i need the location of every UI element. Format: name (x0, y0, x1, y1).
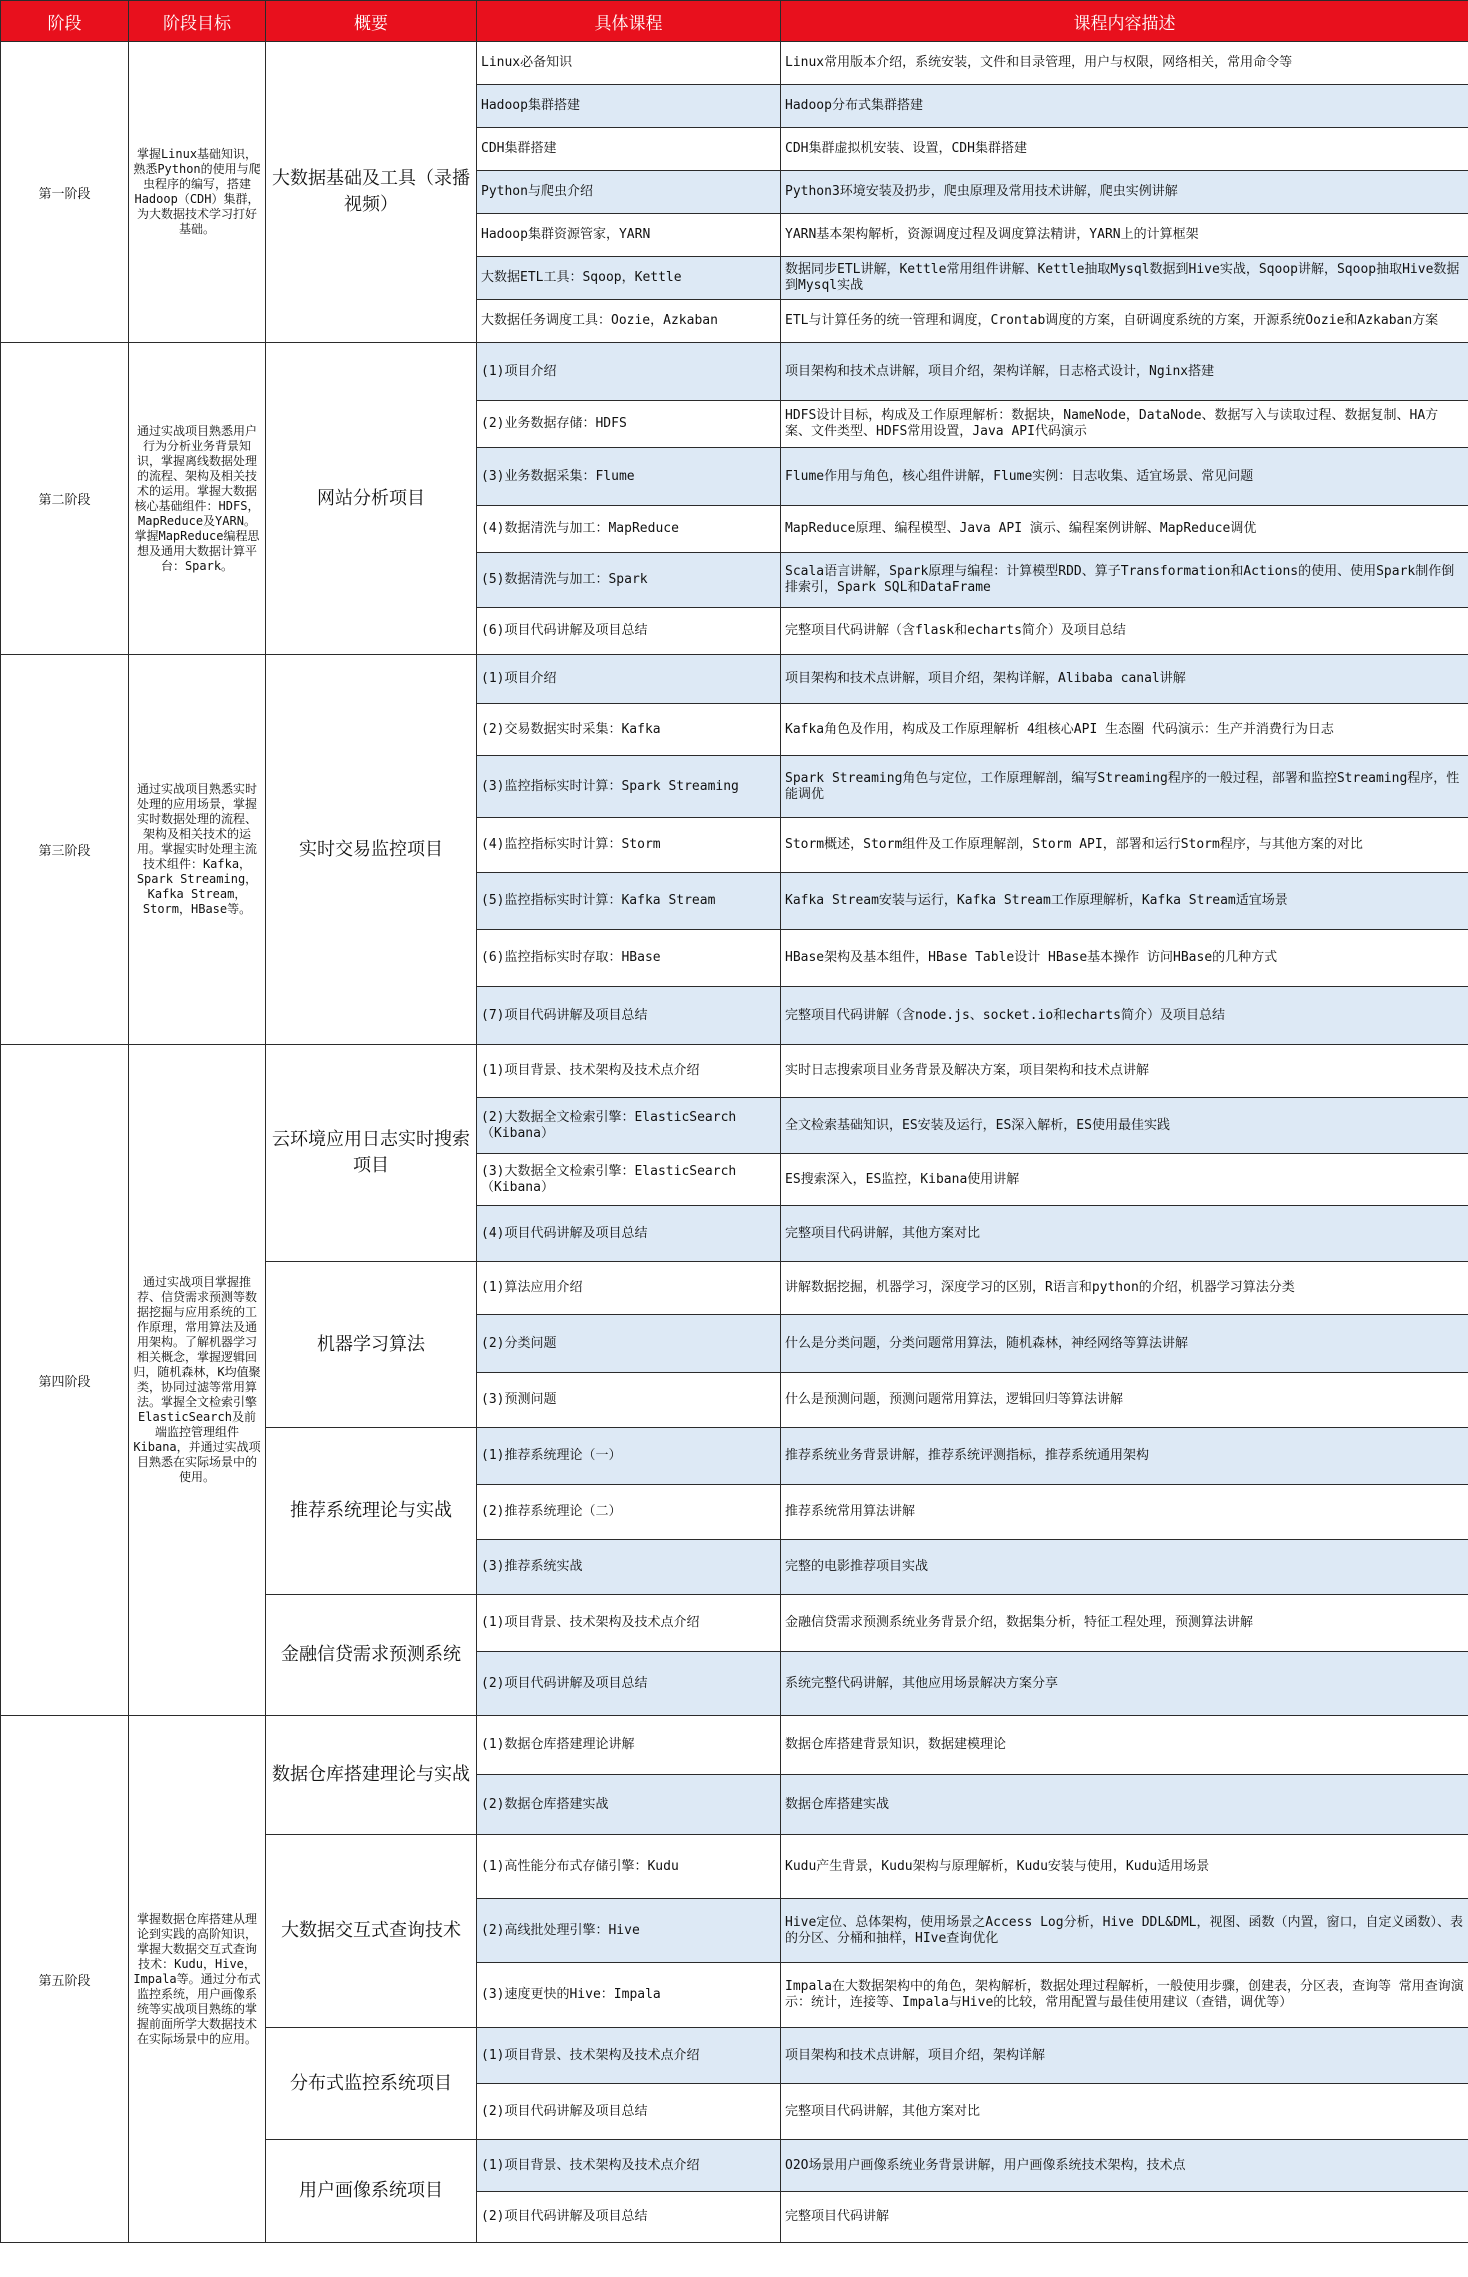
header-goal: 阶段目标 (129, 1, 266, 42)
stage-cell: 第二阶段 (1, 343, 129, 655)
course-cell: (2)项目代码讲解及项目总结 (477, 2192, 781, 2243)
course-cell: 大数据ETL工具：Sqoop，Kettle (477, 257, 781, 300)
course-desc-cell: CDH集群虚拟机安装、设置，CDH集群搭建 (781, 128, 1468, 171)
course-cell: 大数据任务调度工具：Oozie，Azkaban (477, 300, 781, 343)
summary-cell: 推荐系统理论与实战 (266, 1428, 477, 1595)
course-desc-cell: 完整项目代码讲解（含flask和echarts简介）及项目总结 (781, 608, 1468, 655)
course-cell: CDH集群搭建 (477, 128, 781, 171)
course-desc-cell: 数据同步ETL讲解，Kettle常用组件讲解、Kettle抽取Mysql数据到Hive实战，Sqoop讲解，Sqoop抽取Hive数据到Mysql实战 (781, 257, 1468, 300)
course-desc-cell: 完整项目代码讲解，其他方案对比 (781, 1206, 1468, 1262)
stage-cell: 第四阶段 (1, 1045, 129, 1716)
course-desc-cell: 全文检索基础知识，ES安装及运行，ES深入解析，ES使用最佳实践 (781, 1098, 1468, 1154)
table-row (1, 343, 1468, 401)
course-cell: Hadoop集群搭建 (477, 85, 781, 128)
course-cell: (6)项目代码讲解及项目总结 (477, 608, 781, 655)
course-desc-cell: 项目架构和技术点讲解，项目介绍，架构详解，日志格式设计，Nginx搭建 (781, 343, 1468, 401)
summary-cell: 分布式监控系统项目 (266, 2028, 477, 2140)
course-desc-cell: 推荐系统常用算法讲解 (781, 1485, 1468, 1540)
course-cell: (2)分类问题 (477, 1315, 781, 1373)
stage-cell: 第一阶段 (1, 42, 129, 343)
course-desc-cell: 完整项目代码讲解 (781, 2192, 1468, 2243)
course-cell: (2)大数据全文检索引擎：ElasticSearch（Kibana） (477, 1098, 781, 1154)
header-stage: 阶段 (1, 1, 129, 42)
table-row (1, 655, 1468, 704)
course-desc-cell: Python3环境安装及扔步，爬虫原理及常用技术讲解，爬虫实例讲解 (781, 171, 1468, 214)
course-desc-cell: Kafka Stream安装与运行，Kafka Stream工作原理解析，Kafka Stream适宜场景 (781, 873, 1468, 930)
course-cell: (4)数据清洗与加工：MapReduce (477, 506, 781, 553)
course-desc-cell: HBase架构及基本组件，HBase Table设计 HBase基本操作 访问HBase的几种方式 (781, 930, 1468, 987)
course-desc-cell: O2O场景用户画像系统业务背景讲解，用户画像系统技术架构，技术点 (781, 2140, 1468, 2192)
course-cell: (1)数据仓库搭建理论讲解 (477, 1716, 781, 1775)
course-desc-cell: Storm概述，Storm组件及工作原理解剖，Storm API，部署和运行Storm程序，与其他方案的对比 (781, 818, 1468, 873)
course-cell: Linux必备知识 (477, 42, 781, 85)
course-cell: (1)项目介绍 (477, 655, 781, 704)
stage-goal-cell: 通过实战项目熟悉用户行为分析业务背景知识，掌握离线数据处理的流程、架构及相关技术的运用。掌握大数据核心基础组件：HDFS，MapReduce及YARN。掌握MapReduce编程思想及通用大数据计算平台：Spark。 (129, 343, 266, 655)
course-desc-cell: Linux常用版本介绍，系统安装，文件和目录管理，用户与权限，网络相关，常用命令等 (781, 42, 1468, 85)
course-desc-cell: 实时日志搜索项目业务背景及解决方案，项目架构和技术点讲解 (781, 1045, 1468, 1098)
course-desc-cell: 数据仓库搭建实战 (781, 1775, 1468, 1835)
course-desc-cell: Flume作用与角色，核心组件讲解，Flume实例：日志收集、适宜场景、常见问题 (781, 448, 1468, 506)
course-cell: (3)速度更快的Hive：Impala (477, 1963, 781, 2028)
course-cell: (1)推荐系统理论（一） (477, 1428, 781, 1485)
course-desc-cell: 项目架构和技术点讲解，项目介绍，架构详解，Alibaba canal讲解 (781, 655, 1468, 704)
course-desc-cell: 完整项目代码讲解（含node.js、socket.io和echarts简介）及项目总结 (781, 987, 1468, 1045)
course-cell: (5)数据清洗与加工：Spark (477, 553, 781, 608)
course-desc-cell: 什么是预测问题，预测问题常用算法，逻辑回归等算法讲解 (781, 1373, 1468, 1428)
course-cell: (3)推荐系统实战 (477, 1540, 781, 1595)
course-desc-cell: 完整的电影推荐项目实战 (781, 1540, 1468, 1595)
summary-cell: 云环境应用日志实时搜索项目 (266, 1045, 477, 1262)
header-course: 具体课程 (477, 1, 781, 42)
header-desc: 课程内容描述 (781, 1, 1468, 42)
course-cell: (2)项目代码讲解及项目总结 (477, 2084, 781, 2140)
course-desc-cell: 完整项目代码讲解，其他方案对比 (781, 2084, 1468, 2140)
course-desc-cell: HDFS设计目标，构成及工作原理解析：数据块，NameNode，DataNode、数据写入与读取过程、数据复制、HA方案、文件类型、HDFS常用设置，Java API代码演示 (781, 401, 1468, 448)
summary-cell: 网站分析项目 (266, 343, 477, 655)
course-cell: (2)业务数据存储：HDFS (477, 401, 781, 448)
course-cell: (3)预测问题 (477, 1373, 781, 1428)
course-desc-cell: Scala语言讲解，Spark原理与编程：计算模型RDD、算子Transformation和Actions的使用、使用Spark制作倒排索引，Spark SQL和DataFrame (781, 553, 1468, 608)
course-desc-cell: YARN基本架构解析，资源调度过程及调度算法精讲，YARN上的计算框架 (781, 214, 1468, 257)
course-cell: (1)高性能分布式存储引擎：Kudu (477, 1835, 781, 1899)
course-desc-cell: ETL与计算任务的统一管理和调度，Crontab调度的方案，自研调度系统的方案，开源系统Oozie和Azkaban方案 (781, 300, 1468, 343)
course-cell: (1)项目背景、技术架构及技术点介绍 (477, 1045, 781, 1098)
course-desc-cell: Impala在大数据架构中的角色，架构解析，数据处理过程解析，一般使用步骤，创建表，分区表，查询等 常用查询演示：统计，连接等、Impala与Hive的比较，常用配置与最佳使用建议（查错，调优等） (781, 1963, 1468, 2028)
course-cell: Python与爬虫介绍 (477, 171, 781, 214)
course-cell: Hadoop集群资源管家，YARN (477, 214, 781, 257)
course-desc-cell: Kafka角色及作用，构成及工作原理解析 4组核心API 生态圈 代码演示：生产并消费行为日志 (781, 704, 1468, 756)
course-desc-cell: 项目架构和技术点讲解，项目介绍，架构详解 (781, 2028, 1468, 2084)
course-cell: (3)监控指标实时计算：Spark Streaming (477, 756, 781, 818)
course-cell: (1)项目背景、技术架构及技术点介绍 (477, 2140, 781, 2192)
course-cell: (2)高线批处理引擎：Hive (477, 1899, 781, 1963)
course-cell: (6)监控指标实时存取：HBase (477, 930, 781, 987)
stage-cell: 第五阶段 (1, 1716, 129, 2243)
stage-goal-cell: 掌握Linux基础知识，熟悉Python的使用与爬虫程序的编写，搭建Hadoop（CDH）集群，为大数据技术学习打好基础。 (129, 42, 266, 343)
course-cell: (3)大数据全文检索引擎：ElasticSearch（Kibana） (477, 1154, 781, 1206)
stage-goal-cell: 掌握数据仓库搭建从理论到实践的高阶知识，掌握大数据交互式查询技术：Kudu，Hive，Impala等。通过分布式监控系统，用户画像系统等实战项目熟练的掌握前面所学大数据技术在实际场景中的应用。 (129, 1716, 266, 2243)
course-desc-cell: Hadoop分布式集群搭建 (781, 85, 1468, 128)
summary-cell: 用户画像系统项目 (266, 2140, 477, 2243)
course-cell: (3)业务数据采集：Flume (477, 448, 781, 506)
course-cell: (2)项目代码讲解及项目总结 (477, 1652, 781, 1716)
course-desc-cell: ES搜索深入，ES监控，Kibana使用讲解 (781, 1154, 1468, 1206)
stage-goal-cell: 通过实战项目熟悉实时处理的应用场景，掌握实时数据处理的流程、架构及相关技术的运用。掌握实时处理主流技术组件：Kafka，Spark Streaming，Kafka Stream，Storm，HBase等。 (129, 655, 266, 1045)
course-desc-cell: Hive定位、总体架构，使用场景之Access Log分析，Hive DDL&DML，视图、函数（内置，窗口，自定义函数）、表的分区、分桶和抽样，HIve查询优化 (781, 1899, 1468, 1963)
course-cell: (1)算法应用介绍 (477, 1262, 781, 1315)
summary-cell: 金融信贷需求预测系统 (266, 1595, 477, 1716)
course-desc-cell: Spark Streaming角色与定位，工作原理解剖，编写Streaming程序的一般过程，部署和监控Streaming程序，性能调优 (781, 756, 1468, 818)
course-cell: (2)数据仓库搭建实战 (477, 1775, 781, 1835)
course-cell: (2)推荐系统理论（二） (477, 1485, 781, 1540)
course-cell: (7)项目代码讲解及项目总结 (477, 987, 781, 1045)
course-cell: (2)交易数据实时采集：Kafka (477, 704, 781, 756)
table-row (1, 1045, 1468, 1098)
course-cell: (4)监控指标实时计算：Storm (477, 818, 781, 873)
course-desc-cell: MapReduce原理、编程模型、Java API 演示、编程案例讲解、MapReduce调优 (781, 506, 1468, 553)
stage-cell: 第三阶段 (1, 655, 129, 1045)
summary-cell: 大数据基础及工具（录播视频） (266, 42, 477, 343)
course-desc-cell: 金融信贷需求预测系统业务背景介绍，数据集分析，特征工程处理，预测算法讲解 (781, 1595, 1468, 1652)
course-desc-cell: 什么是分类问题，分类问题常用算法，随机森林，神经网络等算法讲解 (781, 1315, 1468, 1373)
course-cell: (5)监控指标实时计算：Kafka Stream (477, 873, 781, 930)
course-cell: (1)项目背景、技术架构及技术点介绍 (477, 1595, 781, 1652)
course-desc-cell: 讲解数据挖掘，机器学习，深度学习的区别，R语言和python的介绍，机器学习算法分类 (781, 1262, 1468, 1315)
course-cell: (1)项目介绍 (477, 343, 781, 401)
summary-cell: 大数据交互式查询技术 (266, 1835, 477, 2028)
course-cell: (4)项目代码讲解及项目总结 (477, 1206, 781, 1262)
course-desc-cell: 系统完整代码讲解，其他应用场景解决方案分享 (781, 1652, 1468, 1716)
table-row (1, 1716, 1468, 1775)
header-row (1, 1, 1468, 42)
curriculum-body (1, 42, 1468, 2243)
table-row (1, 42, 1468, 85)
header-summary: 概要 (266, 1, 477, 42)
course-cell: (1)项目背景、技术架构及技术点介绍 (477, 2028, 781, 2084)
course-desc-cell: 推荐系统业务背景讲解，推荐系统评测指标，推荐系统通用架构 (781, 1428, 1468, 1485)
course-desc-cell: Kudu产生背景，Kudu架构与原理解析，Kudu安装与使用，Kudu适用场景 (781, 1835, 1468, 1899)
summary-cell: 数据仓库搭建理论与实战 (266, 1716, 477, 1835)
summary-cell: 实时交易监控项目 (266, 655, 477, 1045)
summary-cell: 机器学习算法 (266, 1262, 477, 1428)
course-desc-cell: 数据仓库搭建背景知识，数据建模理论 (781, 1716, 1468, 1775)
stage-goal-cell: 通过实战项目掌握推荐、信贷需求预测等数据挖掘与应用系统的工作原理，常用算法及通用架构。了解机器学习相关概念，掌握逻辑回归，随机森林，K均值聚类，协同过滤等常用算法。掌握全文检索引擎ElasticSearch及前端监控管理组件Kibana，并通过实战项目熟悉在实际场景中的使用。 (129, 1045, 266, 1716)
